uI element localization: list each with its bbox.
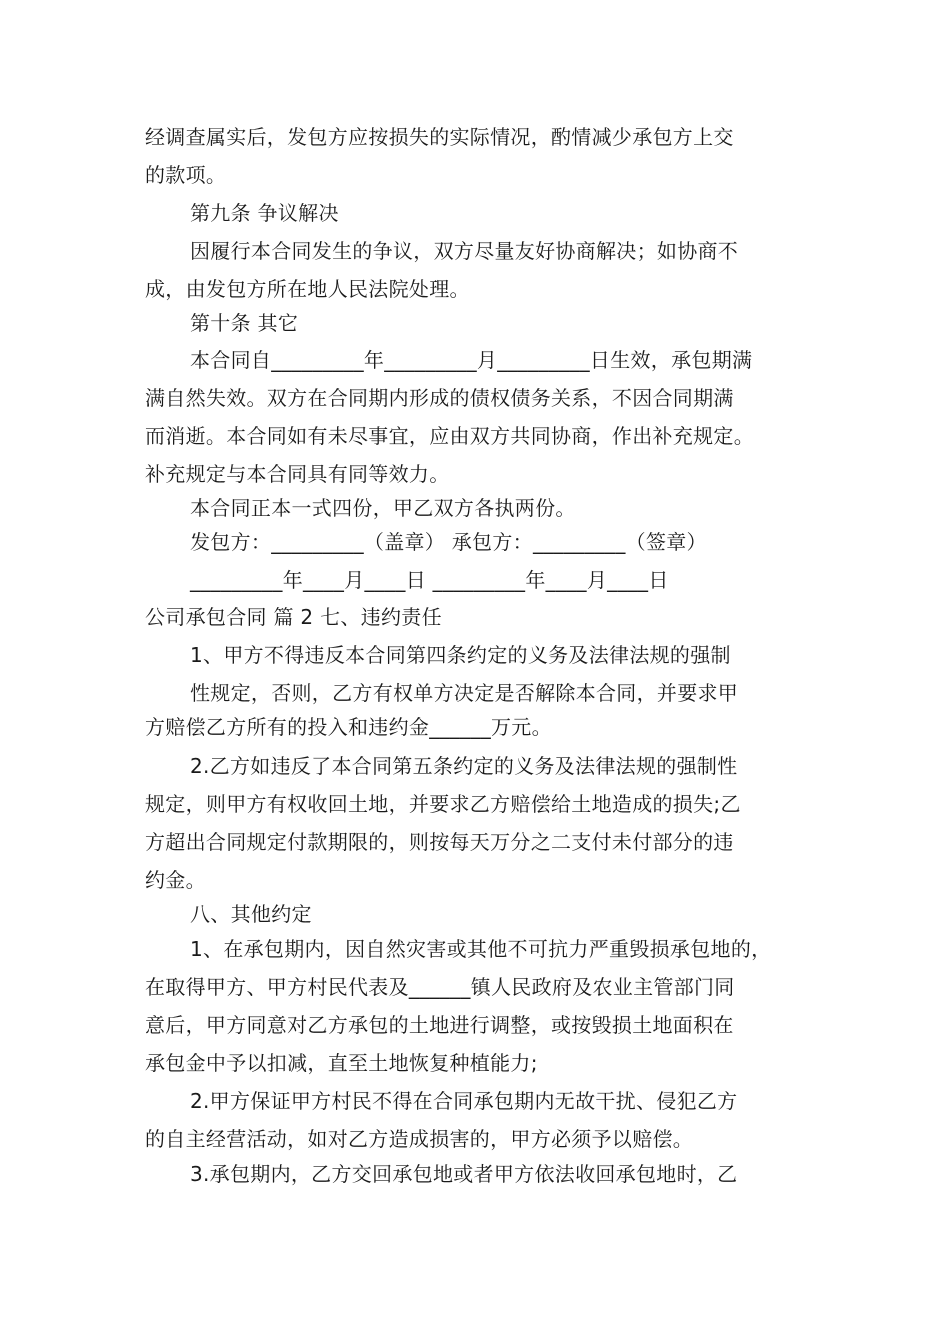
text-line: 2.甲方保证甲方村民不得在合同承包期内无故干扰、侵犯乙方 [190,1089,738,1113]
text-line: 规定，则甲方有权收回土地，并要求乙方赔偿给土地造成的损失;乙 [145,792,741,816]
text-line: 成，由发包方所在地人民法院处理。 [145,277,470,301]
section-heading: 八、其他约定 [190,902,312,926]
text-line: 本合同正本一式四份，甲乙双方各执两份。 [190,496,576,520]
article-heading: 第十条 其它 [190,311,299,335]
text-line: 方赔偿乙方所有的投入和违约金______万元。 [145,715,552,739]
text-line: 补充规定与本合同具有同等效力。 [145,462,450,486]
text-line: 的自主经营活动，如对乙方造成损害的，甲方必须予以赔偿。 [145,1127,694,1151]
text-line: 承包金中予以扣减，直至土地恢复种植能力; [145,1051,538,1075]
text-line: 在取得甲方、甲方村民代表及______镇人民政府及农业主管部门同 [145,975,735,999]
section-heading: 公司承包合同 篇 2 七、违约责任 [145,605,442,629]
text-line: 因履行本合同发生的争议，双方尽量友好协商解决；如协商不 [190,239,739,263]
signature-line: 发包方：_________（盖章） 承包方：_________（签章） [190,530,707,554]
text-line: 经调查属实后，发包方应按损失的实际情况，酌情减少承包方上交 [145,125,734,149]
text-line: 意后，甲方同意对乙方承包的土地进行调整，或按毁损土地面积在 [145,1013,734,1037]
text-line: 性规定，否则，乙方有权单方决定是否解除本合同，并要求甲 [190,681,739,705]
text-line: 2.乙方如违反了本合同第五条约定的义务及法律法规的强制性 [190,754,738,778]
date-line: _________年____月____日 _________年____月____日 [190,568,669,592]
text-line: 约金。 [145,868,206,892]
text-line: 满自然失效。双方在合同期内形成的债权债务关系，不因合同期满 [145,386,734,410]
text-line: 的款项。 [145,163,227,187]
text-line: 1、甲方不得违反本合同第四条约定的义务及法律法规的强制 [190,643,731,667]
text-line: 本合同自_________年_________月_________日生效，承包期满 [190,348,753,372]
text-line: 方超出合同规定付款期限的，则按每天万分之二支付未付部分的违 [145,830,734,854]
article-heading: 第九条 争议解决 [190,201,339,225]
text-line: 3.承包期内，乙方交回承包地或者甲方依法收回承包地时，乙 [190,1162,738,1186]
text-line: 1、在承包期内，因自然灾害或其他不可抗力严重毁损承包地的， [190,937,772,961]
text-line: 而消逝。本合同如有未尽事宜，应由双方共同协商，作出补充规定。 [145,424,754,448]
